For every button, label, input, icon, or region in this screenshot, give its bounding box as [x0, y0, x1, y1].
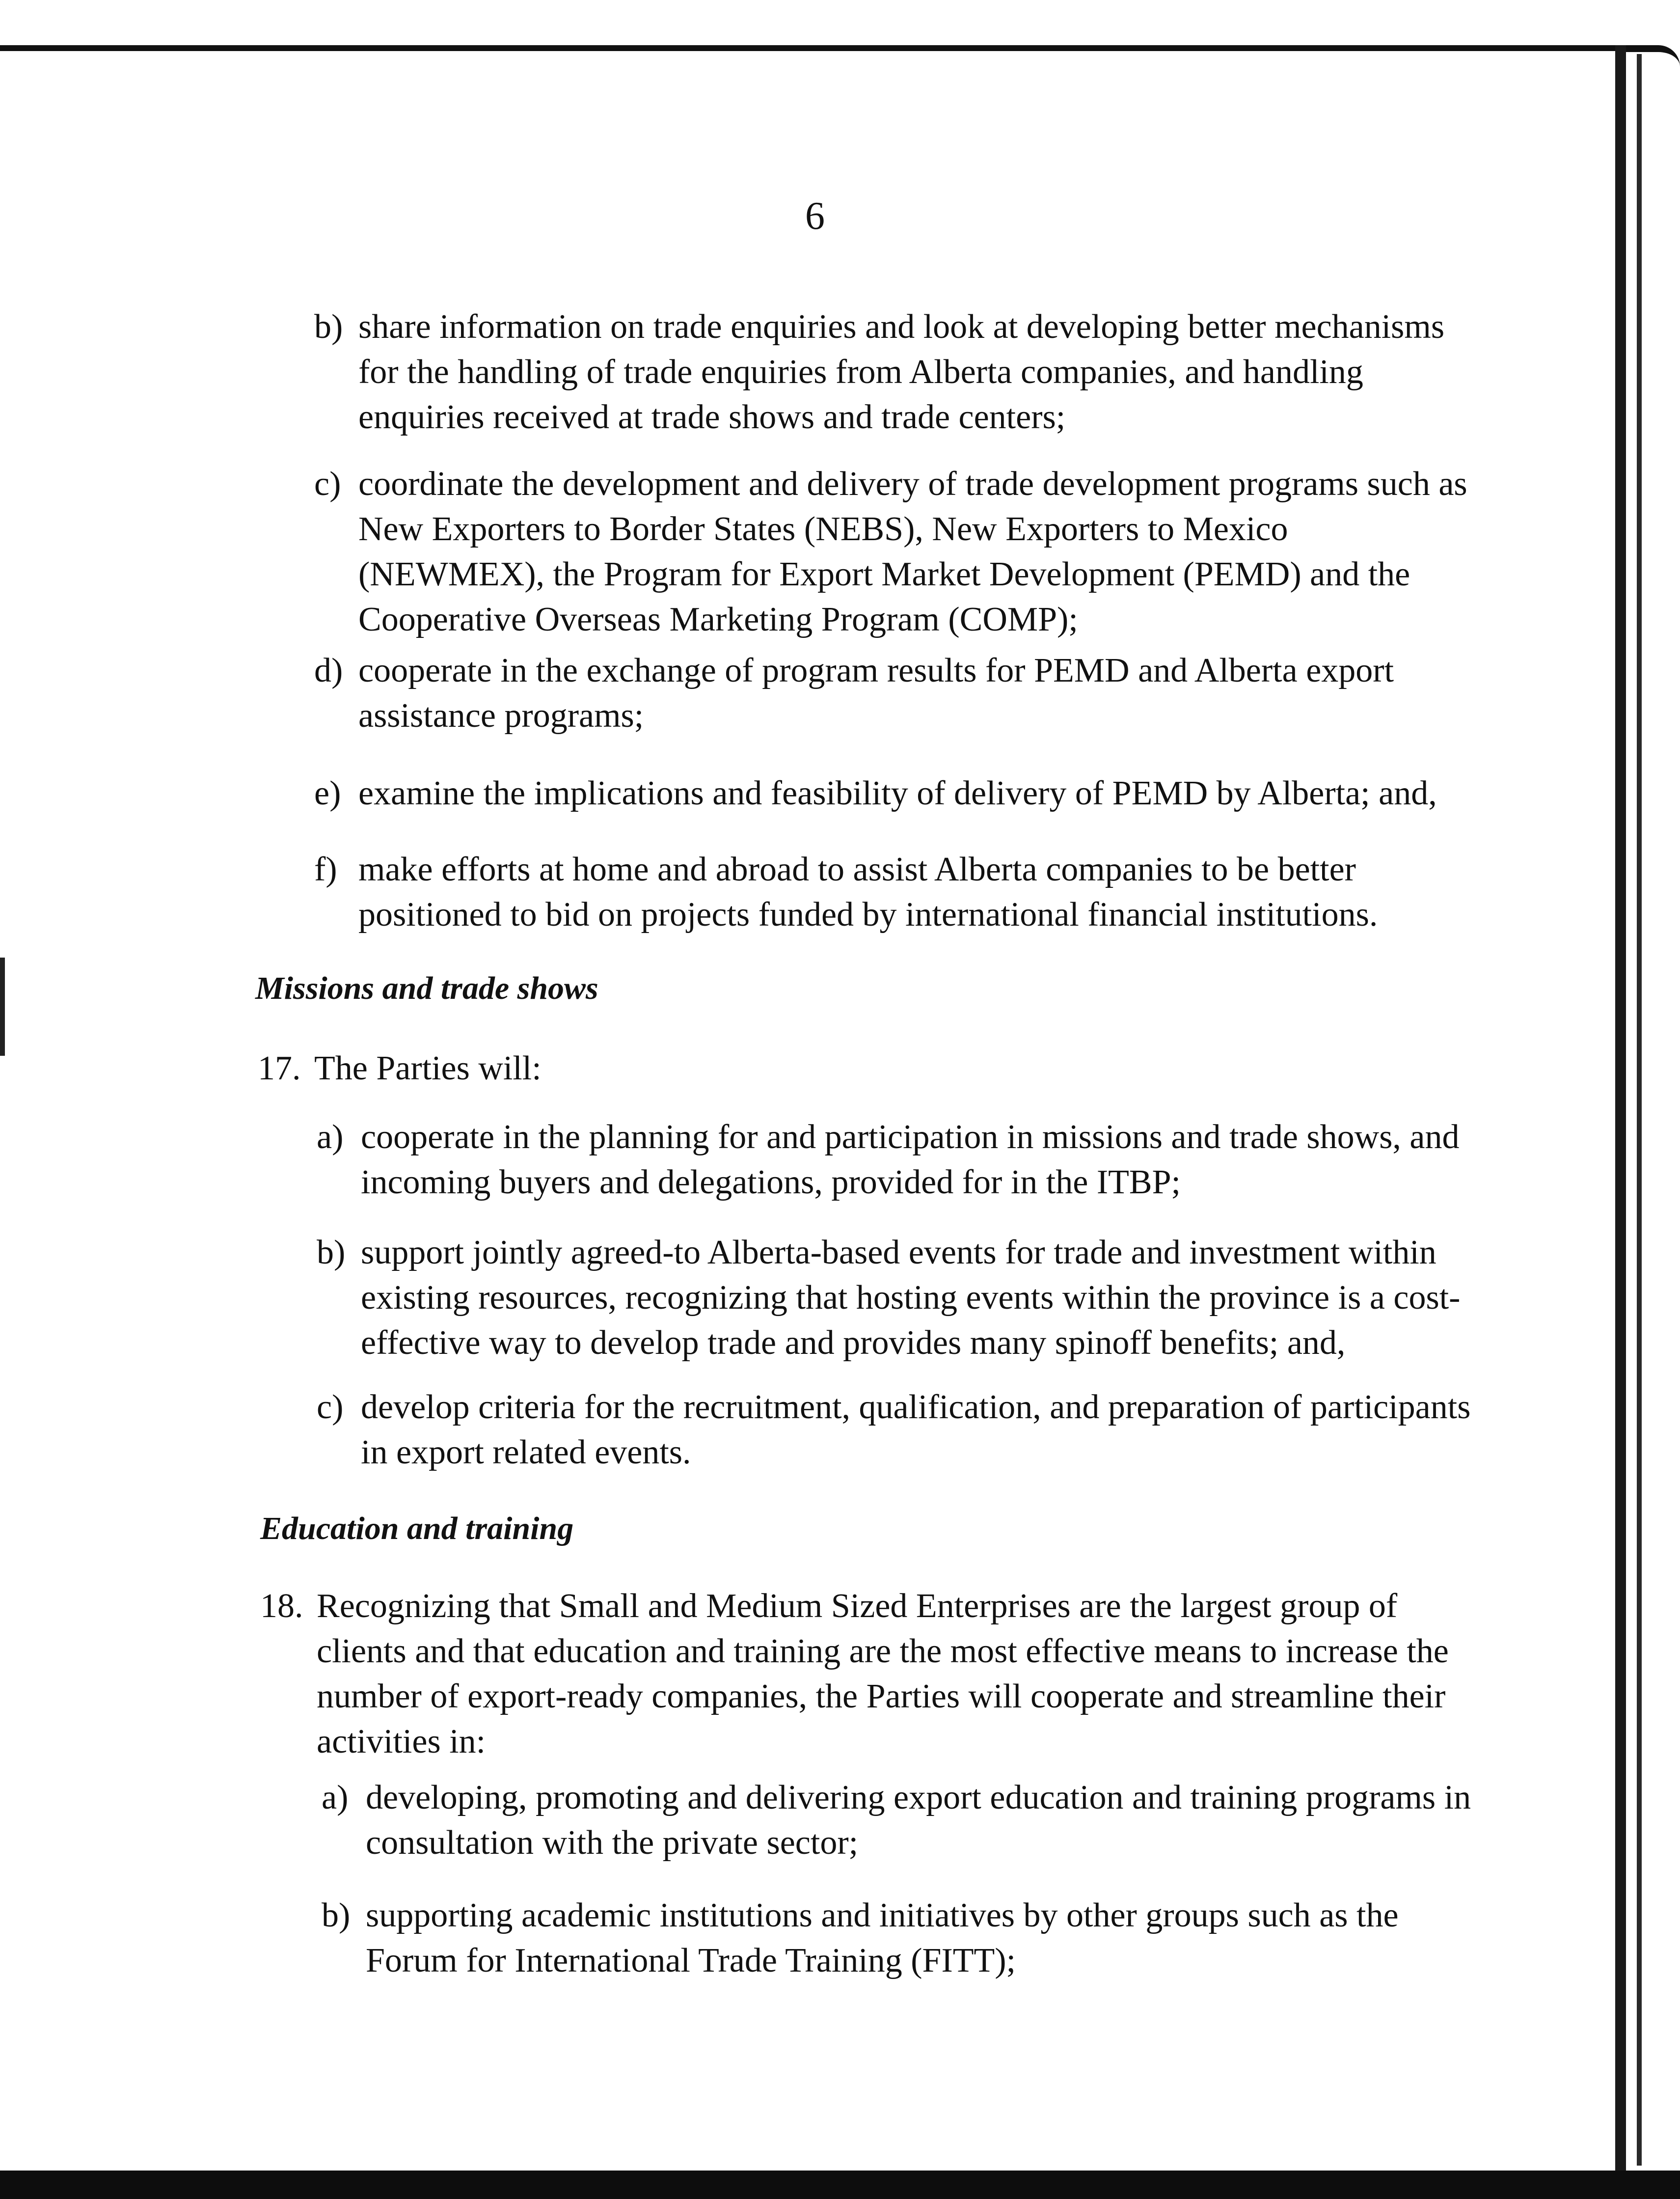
- item-label: b): [322, 1897, 351, 1934]
- item-label: c): [314, 465, 341, 503]
- list-item: [314, 462, 1483, 642]
- item-text: cooperate in the planning for and participation in missions and trade shows, and incoming buyers and delegations, provided for in the ITBP;: [361, 1118, 1460, 1201]
- item-text: supporting academic institutions and initiatives by other groups such as the Forum for International Trade Training (FITT);: [366, 1897, 1399, 1979]
- item-text: develop criteria for the recruitment, qualification, and preparation of participants in export related events.: [361, 1388, 1471, 1471]
- list-item: [317, 1385, 1485, 1475]
- scan-top-line: [0, 45, 1620, 51]
- scan-bottom-line: [0, 2171, 1680, 2199]
- paragraph-text: Recognizing that Small and Medium Sized Enterprises are the largest group of clients and that education and training are the most effective means to increase the number of export-ready companies, the Parties will cooperate and streamline their activities in:: [317, 1587, 1449, 1760]
- list-item: [317, 1115, 1485, 1205]
- item-label: a): [322, 1779, 349, 1816]
- list-item: [322, 1775, 1490, 1866]
- paragraph-text: The Parties will:: [314, 1049, 542, 1087]
- scan-right-edge-inner: [1637, 54, 1642, 2166]
- item-text: cooperate in the exchange of program results for PEMD and Alberta export assistance programs;: [358, 652, 1394, 735]
- numbered-paragraph-17: [258, 1046, 1475, 1091]
- item-label: d): [314, 652, 343, 689]
- item-label: f): [314, 851, 337, 888]
- item-label: a): [317, 1118, 344, 1156]
- item-text: examine the implications and feasibility of delivery of PEMD by Alberta; and,: [358, 774, 1437, 812]
- item-text: coordinate the development and delivery of trade development programs such as New Exporters to Border States (NEBS), New Exporters to Mexico (NEWMEX), the Program for Export Market Development (PEMD) and the Cooperative Overseas Marketing Program (COMP);: [358, 465, 1467, 638]
- list-item: [317, 1230, 1485, 1366]
- list-item: [314, 847, 1483, 937]
- paragraph-number: 18.: [260, 1587, 303, 1625]
- item-label: b): [317, 1234, 346, 1271]
- numbered-paragraph-18: [260, 1584, 1478, 1764]
- section-heading-missions: Missions and trade shows: [255, 970, 598, 1006]
- section-heading-education: Education and training: [260, 1511, 574, 1546]
- page-number: 6: [805, 194, 825, 238]
- scan-right-edge: [1615, 45, 1626, 2172]
- item-label: c): [317, 1388, 344, 1426]
- paragraph-number: 17.: [258, 1049, 301, 1087]
- item-text: make efforts at home and abroad to assist Alberta companies to be better positioned to bid on projects funded by international financial institutions.: [358, 851, 1378, 934]
- item-label: e): [314, 774, 341, 812]
- item-label: b): [314, 308, 343, 346]
- list-item: [314, 771, 1483, 816]
- list-item: [314, 304, 1483, 440]
- item-text: share information on trade enquiries and look at developing better mechanisms for the handling of trade enquiries from Alberta companies, and handling enquiries received at trade shows and trade centers;: [358, 308, 1445, 436]
- list-item: [322, 1893, 1490, 1983]
- list-item: [314, 648, 1483, 739]
- scan-left-mark: [0, 958, 5, 1056]
- item-text: support jointly agreed-to Alberta-based events for trade and investment within existing resources, recognizing that hosting events within the province is a cost-effective way to develop trade and provides many spinoff benefits; and,: [361, 1234, 1461, 1362]
- item-text: developing, promoting and delivering export education and training programs in consultation with the private sector;: [366, 1779, 1471, 1862]
